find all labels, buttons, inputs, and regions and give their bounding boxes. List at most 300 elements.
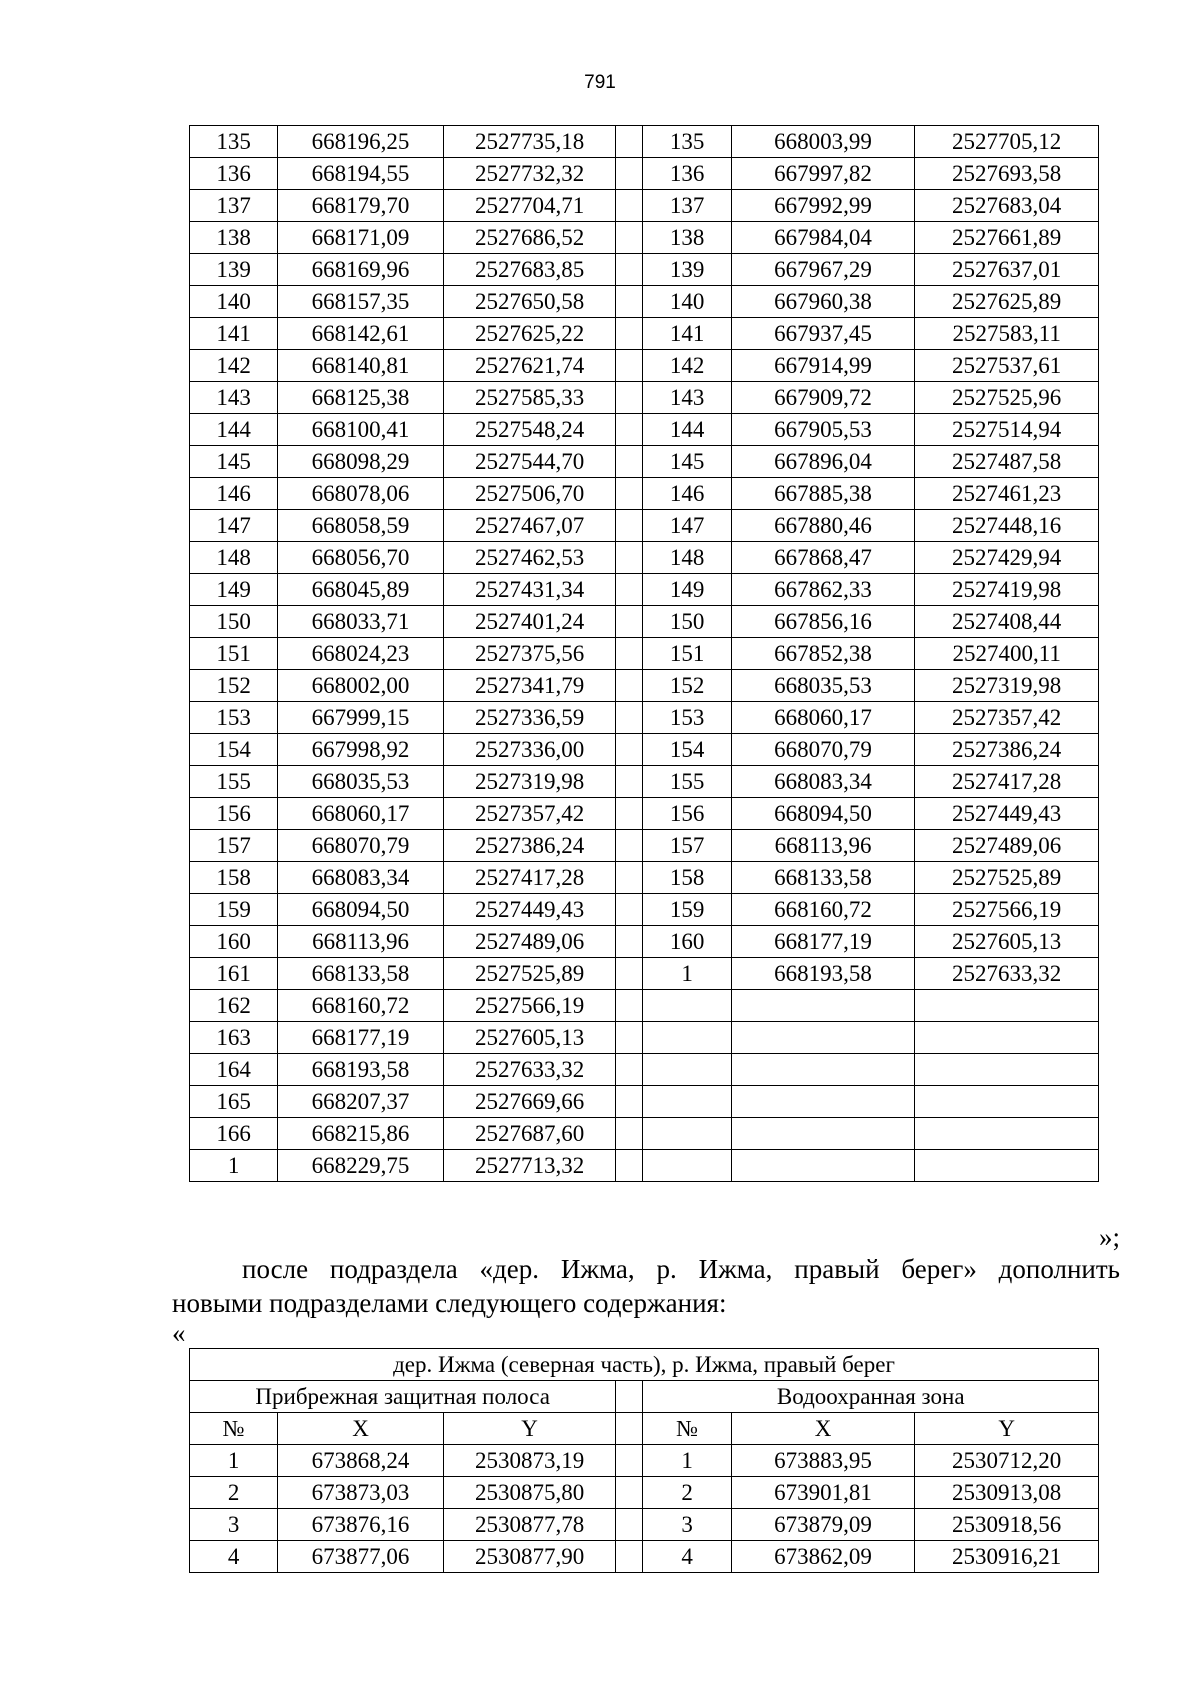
table-row xyxy=(190,382,1099,414)
gap-cell xyxy=(616,382,643,414)
table-row xyxy=(190,1150,1099,1182)
y-coordinate-cell: 2527417,28 xyxy=(915,766,1099,798)
point-number-cell: 147 xyxy=(190,510,278,542)
table-row xyxy=(190,1086,1099,1118)
gap-cell xyxy=(616,606,643,638)
point-number-cell: 2 xyxy=(643,1477,731,1509)
point-number-cell: 135 xyxy=(190,126,278,158)
x-coordinate-cell: 673862,09 xyxy=(731,1541,915,1573)
x-coordinate-cell: 668024,23 xyxy=(278,638,444,670)
y-coordinate-cell: 2527467,07 xyxy=(443,510,616,542)
x-coordinate-cell xyxy=(731,990,915,1022)
table-row xyxy=(190,1022,1099,1054)
table-row xyxy=(190,254,1099,286)
gap-cell xyxy=(616,702,643,734)
x-coordinate-cell: 667909,72 xyxy=(731,382,915,414)
point-number-cell: 147 xyxy=(643,510,731,542)
point-number-cell: 155 xyxy=(190,766,278,798)
y-coordinate-cell xyxy=(915,1054,1099,1086)
gap-cell xyxy=(616,414,643,446)
y-coordinate-cell: 2527537,61 xyxy=(915,350,1099,382)
x-coordinate-cell: 673901,81 xyxy=(731,1477,915,1509)
point-number-cell: 158 xyxy=(643,862,731,894)
y-coordinate-cell: 2527417,28 xyxy=(443,862,616,894)
y-coordinate-cell: 2527400,11 xyxy=(915,638,1099,670)
point-number-cell: 138 xyxy=(643,222,731,254)
table-row xyxy=(190,574,1099,606)
y-coordinate-cell xyxy=(915,1150,1099,1182)
table-row xyxy=(190,446,1099,478)
y-coordinate-cell: 2527386,24 xyxy=(915,734,1099,766)
x-coordinate-cell: 668033,71 xyxy=(278,606,444,638)
x-coordinate-cell: 668140,81 xyxy=(278,350,444,382)
gap-cell xyxy=(616,798,643,830)
x-coordinate-cell: 667856,16 xyxy=(731,606,915,638)
y-coordinate-cell: 2527375,56 xyxy=(443,638,616,670)
coastal-protection-strip-heading: Прибрежная защитная полоса xyxy=(190,1381,616,1413)
point-number-cell: 151 xyxy=(190,638,278,670)
point-number-cell: 148 xyxy=(190,542,278,574)
y-coordinate-cell: 2527732,32 xyxy=(443,158,616,190)
gap-cell xyxy=(616,286,643,318)
coordinates-table-body xyxy=(190,126,1099,1182)
column-header-number: № xyxy=(643,1413,731,1445)
y-coordinate-cell: 2527585,33 xyxy=(443,382,616,414)
table-row xyxy=(190,990,1099,1022)
x-coordinate-cell: 668133,58 xyxy=(278,958,444,990)
gap-cell xyxy=(616,446,643,478)
point-number-cell: 137 xyxy=(643,190,731,222)
point-number-cell xyxy=(643,990,731,1022)
x-coordinate-cell: 667862,33 xyxy=(731,574,915,606)
point-number-cell: 137 xyxy=(190,190,278,222)
point-number-cell: 157 xyxy=(190,830,278,862)
x-coordinate-cell: 668002,00 xyxy=(278,670,444,702)
x-coordinate-cell: 668060,17 xyxy=(731,702,915,734)
y-coordinate-cell: 2527566,19 xyxy=(915,894,1099,926)
water-protection-zone-heading: Водоохранная зона xyxy=(643,1381,1099,1413)
point-number-cell: 138 xyxy=(190,222,278,254)
amendment-paragraph-line-1: после подраздела «дер. Ижма, р. Ижма, правый берег» дополнить xyxy=(242,1254,1120,1284)
point-number-cell: 3 xyxy=(190,1509,278,1541)
page-number: 791 xyxy=(584,72,616,93)
y-coordinate-cell: 2530875,80 xyxy=(443,1477,616,1509)
y-coordinate-cell: 2527431,34 xyxy=(443,574,616,606)
y-coordinate-cell: 2527461,23 xyxy=(915,478,1099,510)
point-number-cell: 145 xyxy=(190,446,278,478)
point-number-cell: 136 xyxy=(643,158,731,190)
point-number-cell: 156 xyxy=(190,798,278,830)
x-coordinate-cell: 667984,04 xyxy=(731,222,915,254)
point-number-cell: 1 xyxy=(190,1150,278,1182)
point-number-cell: 150 xyxy=(190,606,278,638)
y-coordinate-cell: 2527336,00 xyxy=(443,734,616,766)
y-coordinate-cell: 2527408,44 xyxy=(915,606,1099,638)
point-number-cell: 4 xyxy=(643,1541,731,1573)
column-header-x: X xyxy=(731,1413,915,1445)
y-coordinate-cell: 2527319,98 xyxy=(915,670,1099,702)
point-number-cell: 152 xyxy=(643,670,731,702)
point-number-cell: 1 xyxy=(190,1445,278,1477)
point-number-cell: 160 xyxy=(190,926,278,958)
point-number-cell: 152 xyxy=(190,670,278,702)
point-number-cell: 151 xyxy=(643,638,731,670)
y-coordinate-cell: 2527605,13 xyxy=(915,926,1099,958)
gap-cell xyxy=(616,1086,643,1118)
table-row xyxy=(190,222,1099,254)
y-coordinate-cell: 2530916,21 xyxy=(915,1541,1099,1573)
gap-cell xyxy=(616,190,643,222)
y-coordinate-cell: 2527548,24 xyxy=(443,414,616,446)
y-coordinate-cell: 2527462,53 xyxy=(443,542,616,574)
y-coordinate-cell: 2527449,43 xyxy=(915,798,1099,830)
y-coordinate-cell: 2527705,12 xyxy=(915,126,1099,158)
y-coordinate-cell: 2527566,19 xyxy=(443,990,616,1022)
table-row xyxy=(190,1509,1099,1541)
gap-cell xyxy=(616,734,643,766)
x-coordinate-cell: 668193,58 xyxy=(278,1054,444,1086)
table-row xyxy=(190,126,1099,158)
y-coordinate-cell: 2527506,70 xyxy=(443,478,616,510)
x-coordinate-cell: 668157,35 xyxy=(278,286,444,318)
gap-cell xyxy=(616,350,643,382)
y-coordinate-cell: 2527687,60 xyxy=(443,1118,616,1150)
gap-cell xyxy=(616,1477,643,1509)
x-coordinate-cell: 668169,96 xyxy=(278,254,444,286)
x-coordinate-cell: 673876,16 xyxy=(278,1509,444,1541)
table-row xyxy=(190,158,1099,190)
x-coordinate-cell: 668142,61 xyxy=(278,318,444,350)
y-coordinate-cell: 2527544,70 xyxy=(443,446,616,478)
gap-cell xyxy=(616,670,643,702)
y-coordinate-cell: 2527704,71 xyxy=(443,190,616,222)
x-coordinate-cell: 668194,55 xyxy=(278,158,444,190)
point-number-cell: 162 xyxy=(190,990,278,1022)
table-row xyxy=(190,734,1099,766)
y-coordinate-cell: 2527605,13 xyxy=(443,1022,616,1054)
x-coordinate-cell: 667999,15 xyxy=(278,702,444,734)
y-coordinate-cell: 2527650,58 xyxy=(443,286,616,318)
point-number-cell: 150 xyxy=(643,606,731,638)
x-coordinate-cell: 668094,50 xyxy=(731,798,915,830)
y-coordinate-cell: 2527625,89 xyxy=(915,286,1099,318)
x-coordinate-cell: 667852,38 xyxy=(731,638,915,670)
y-coordinate-cell: 2527693,58 xyxy=(915,158,1099,190)
y-coordinate-cell: 2527661,89 xyxy=(915,222,1099,254)
point-number-cell: 140 xyxy=(190,286,278,318)
point-number-cell: 144 xyxy=(190,414,278,446)
column-header-y: Y xyxy=(443,1413,616,1445)
x-coordinate-cell: 668113,96 xyxy=(731,830,915,862)
coordinates-table-continued xyxy=(189,125,1099,1182)
gap-cell xyxy=(616,574,643,606)
x-coordinate-cell xyxy=(731,1022,915,1054)
point-number-cell: 161 xyxy=(190,958,278,990)
x-coordinate-cell: 668171,09 xyxy=(278,222,444,254)
gap-cell xyxy=(616,766,643,798)
gap-cell xyxy=(616,510,643,542)
point-number-cell xyxy=(643,1022,731,1054)
x-coordinate-cell: 668133,58 xyxy=(731,862,915,894)
x-coordinate-cell: 668083,34 xyxy=(731,766,915,798)
table-row xyxy=(190,478,1099,510)
table-row xyxy=(190,702,1099,734)
y-coordinate-cell: 2527583,11 xyxy=(915,318,1099,350)
x-coordinate-cell: 673873,03 xyxy=(278,1477,444,1509)
y-coordinate-cell: 2527686,52 xyxy=(443,222,616,254)
y-coordinate-cell: 2530877,90 xyxy=(443,1541,616,1573)
gap-cell xyxy=(616,542,643,574)
x-coordinate-cell: 668070,79 xyxy=(731,734,915,766)
y-coordinate-cell: 2527449,43 xyxy=(443,894,616,926)
x-coordinate-cell: 668035,53 xyxy=(278,766,444,798)
y-coordinate-cell xyxy=(915,1086,1099,1118)
point-number-cell: 148 xyxy=(643,542,731,574)
point-number-cell: 154 xyxy=(643,734,731,766)
x-coordinate-cell: 668003,99 xyxy=(731,126,915,158)
y-coordinate-cell: 2527713,32 xyxy=(443,1150,616,1182)
x-coordinate-cell: 667914,99 xyxy=(731,350,915,382)
y-coordinate-cell xyxy=(915,1022,1099,1054)
table-row xyxy=(190,1445,1099,1477)
point-number-cell: 145 xyxy=(643,446,731,478)
x-coordinate-cell: 667896,04 xyxy=(731,446,915,478)
gap-cell xyxy=(616,1445,643,1477)
point-number-cell: 144 xyxy=(643,414,731,446)
y-coordinate-cell: 2527336,59 xyxy=(443,702,616,734)
x-coordinate-cell: 673877,06 xyxy=(278,1541,444,1573)
y-coordinate-cell: 2530873,19 xyxy=(443,1445,616,1477)
amendment-paragraph-line-2: новыми подразделами следующего содержания: xyxy=(172,1288,727,1318)
x-coordinate-cell: 668160,72 xyxy=(278,990,444,1022)
y-coordinate-cell: 2527637,01 xyxy=(915,254,1099,286)
table-row xyxy=(190,766,1099,798)
x-coordinate-cell: 667905,53 xyxy=(731,414,915,446)
table-row xyxy=(190,1477,1099,1509)
y-coordinate-cell: 2527357,42 xyxy=(443,798,616,830)
x-coordinate-cell: 668070,79 xyxy=(278,830,444,862)
x-coordinate-cell: 668035,53 xyxy=(731,670,915,702)
table-row xyxy=(190,958,1099,990)
gap-cell xyxy=(616,1150,643,1182)
gap-cell xyxy=(616,1541,643,1573)
point-number-cell: 139 xyxy=(643,254,731,286)
point-number-cell: 153 xyxy=(190,702,278,734)
table-row xyxy=(190,926,1099,958)
gap-cell xyxy=(616,478,643,510)
x-coordinate-cell: 668177,19 xyxy=(278,1022,444,1054)
gap-cell xyxy=(616,1022,643,1054)
point-number-cell: 4 xyxy=(190,1541,278,1573)
y-coordinate-cell: 2527448,16 xyxy=(915,510,1099,542)
x-coordinate-cell: 668193,58 xyxy=(731,958,915,990)
gap-cell xyxy=(616,126,643,158)
x-coordinate-cell: 667868,47 xyxy=(731,542,915,574)
x-coordinate-cell: 673868,24 xyxy=(278,1445,444,1477)
x-coordinate-cell: 668177,19 xyxy=(731,926,915,958)
y-coordinate-cell: 2530877,78 xyxy=(443,1509,616,1541)
y-coordinate-cell: 2527429,94 xyxy=(915,542,1099,574)
gap-cell xyxy=(616,1381,643,1413)
column-header-number: № xyxy=(190,1413,278,1445)
point-number-cell: 166 xyxy=(190,1118,278,1150)
gap-cell xyxy=(616,1509,643,1541)
gap-cell xyxy=(616,830,643,862)
x-coordinate-cell: 668094,50 xyxy=(278,894,444,926)
x-coordinate-cell: 668160,72 xyxy=(731,894,915,926)
point-number-cell: 136 xyxy=(190,158,278,190)
x-coordinate-cell: 668113,96 xyxy=(278,926,444,958)
y-coordinate-cell: 2527525,96 xyxy=(915,382,1099,414)
point-number-cell: 1 xyxy=(643,958,731,990)
gap-cell xyxy=(616,254,643,286)
point-number-cell: 143 xyxy=(190,382,278,414)
x-coordinate-cell: 667880,46 xyxy=(731,510,915,542)
column-header-x: X xyxy=(278,1413,444,1445)
gap-cell xyxy=(616,638,643,670)
x-coordinate-cell xyxy=(731,1054,915,1086)
x-coordinate-cell: 668179,70 xyxy=(278,190,444,222)
gap-cell xyxy=(616,158,643,190)
point-number-cell: 163 xyxy=(190,1022,278,1054)
gap-cell xyxy=(616,222,643,254)
point-number-cell: 165 xyxy=(190,1086,278,1118)
y-coordinate-cell: 2530913,08 xyxy=(915,1477,1099,1509)
point-number-cell xyxy=(643,1150,731,1182)
x-coordinate-cell: 668125,38 xyxy=(278,382,444,414)
table-row xyxy=(190,286,1099,318)
x-coordinate-cell: 673879,09 xyxy=(731,1509,915,1541)
y-coordinate-cell: 2527669,66 xyxy=(443,1086,616,1118)
point-number-cell: 156 xyxy=(643,798,731,830)
point-number-cell xyxy=(643,1054,731,1086)
table-row xyxy=(190,1118,1099,1150)
y-coordinate-cell: 2530918,56 xyxy=(915,1509,1099,1541)
column-header-row xyxy=(190,1413,1099,1445)
x-coordinate-cell: 667998,92 xyxy=(278,734,444,766)
point-number-cell: 141 xyxy=(643,318,731,350)
x-coordinate-cell: 668056,70 xyxy=(278,542,444,574)
gap-cell xyxy=(616,1054,643,1086)
point-number-cell xyxy=(643,1086,731,1118)
point-number-cell: 139 xyxy=(190,254,278,286)
point-number-cell: 1 xyxy=(643,1445,731,1477)
table-row xyxy=(190,798,1099,830)
table-row xyxy=(190,862,1099,894)
y-coordinate-cell: 2527735,18 xyxy=(443,126,616,158)
table-row xyxy=(190,894,1099,926)
y-coordinate-cell: 2527633,32 xyxy=(915,958,1099,990)
x-coordinate-cell: 668078,06 xyxy=(278,478,444,510)
point-number-cell: 158 xyxy=(190,862,278,894)
x-coordinate-cell: 668215,86 xyxy=(278,1118,444,1150)
point-number-cell: 159 xyxy=(190,894,278,926)
point-number-cell: 143 xyxy=(643,382,731,414)
table-row xyxy=(190,830,1099,862)
x-coordinate-cell: 668207,37 xyxy=(278,1086,444,1118)
point-number-cell: 142 xyxy=(190,350,278,382)
table-row xyxy=(190,542,1099,574)
y-coordinate-cell: 2527419,98 xyxy=(915,574,1099,606)
gap-cell xyxy=(616,862,643,894)
table-title: дер. Ижма (северная часть), р. Ижма, правый берег xyxy=(190,1349,1099,1381)
x-coordinate-cell: 667937,45 xyxy=(731,318,915,350)
gap-cell xyxy=(616,926,643,958)
y-coordinate-cell: 2527525,89 xyxy=(915,862,1099,894)
point-number-cell: 2 xyxy=(190,1477,278,1509)
column-header-y: Y xyxy=(915,1413,1099,1445)
table-row xyxy=(190,1054,1099,1086)
y-coordinate-cell: 2527633,32 xyxy=(443,1054,616,1086)
y-coordinate-cell: 2527525,89 xyxy=(443,958,616,990)
opening-quote-mark: « xyxy=(172,1318,186,1348)
gap-cell xyxy=(616,894,643,926)
point-number-cell: 149 xyxy=(643,574,731,606)
x-coordinate-cell xyxy=(731,1118,915,1150)
x-coordinate-cell: 667960,38 xyxy=(731,286,915,318)
y-coordinate-cell: 2527341,79 xyxy=(443,670,616,702)
y-coordinate-cell: 2527319,98 xyxy=(443,766,616,798)
point-number-cell: 155 xyxy=(643,766,731,798)
point-number-cell: 146 xyxy=(643,478,731,510)
table-row xyxy=(190,510,1099,542)
y-coordinate-cell: 2527489,06 xyxy=(443,926,616,958)
table-title-row xyxy=(190,1349,1099,1381)
y-coordinate-cell: 2527489,06 xyxy=(915,830,1099,862)
x-coordinate-cell: 668098,29 xyxy=(278,446,444,478)
point-number-cell: 140 xyxy=(643,286,731,318)
section-heading-row xyxy=(190,1381,1099,1413)
gap-cell xyxy=(616,958,643,990)
point-number-cell: 3 xyxy=(643,1509,731,1541)
x-coordinate-cell: 668058,59 xyxy=(278,510,444,542)
point-number-cell: 160 xyxy=(643,926,731,958)
x-coordinate-cell: 667885,38 xyxy=(731,478,915,510)
x-coordinate-cell xyxy=(731,1086,915,1118)
x-coordinate-cell: 668196,25 xyxy=(278,126,444,158)
point-number-cell: 154 xyxy=(190,734,278,766)
point-number-cell: 164 xyxy=(190,1054,278,1086)
table-row xyxy=(190,638,1099,670)
y-coordinate-cell: 2527683,04 xyxy=(915,190,1099,222)
x-coordinate-cell: 668045,89 xyxy=(278,574,444,606)
point-number-cell: 149 xyxy=(190,574,278,606)
x-coordinate-cell: 668083,34 xyxy=(278,862,444,894)
x-coordinate-cell: 667992,99 xyxy=(731,190,915,222)
gap-cell xyxy=(616,990,643,1022)
point-number-cell: 157 xyxy=(643,830,731,862)
x-coordinate-cell: 668229,75 xyxy=(278,1150,444,1182)
x-coordinate-cell: 667997,82 xyxy=(731,158,915,190)
gap-cell xyxy=(616,1413,643,1445)
table-row xyxy=(190,350,1099,382)
table-row xyxy=(190,606,1099,638)
gap-cell xyxy=(616,1118,643,1150)
gap-cell xyxy=(616,318,643,350)
y-coordinate-cell: 2527621,74 xyxy=(443,350,616,382)
point-number-cell: 146 xyxy=(190,478,278,510)
y-coordinate-cell: 2527625,22 xyxy=(443,318,616,350)
x-coordinate-cell: 667967,29 xyxy=(731,254,915,286)
point-number-cell xyxy=(643,1118,731,1150)
point-number-cell: 153 xyxy=(643,702,731,734)
x-coordinate-cell: 668060,17 xyxy=(278,798,444,830)
x-coordinate-cell: 673883,95 xyxy=(731,1445,915,1477)
y-coordinate-cell: 2527386,24 xyxy=(443,830,616,862)
y-coordinate-cell xyxy=(915,990,1099,1022)
point-number-cell: 142 xyxy=(643,350,731,382)
point-number-cell: 135 xyxy=(643,126,731,158)
